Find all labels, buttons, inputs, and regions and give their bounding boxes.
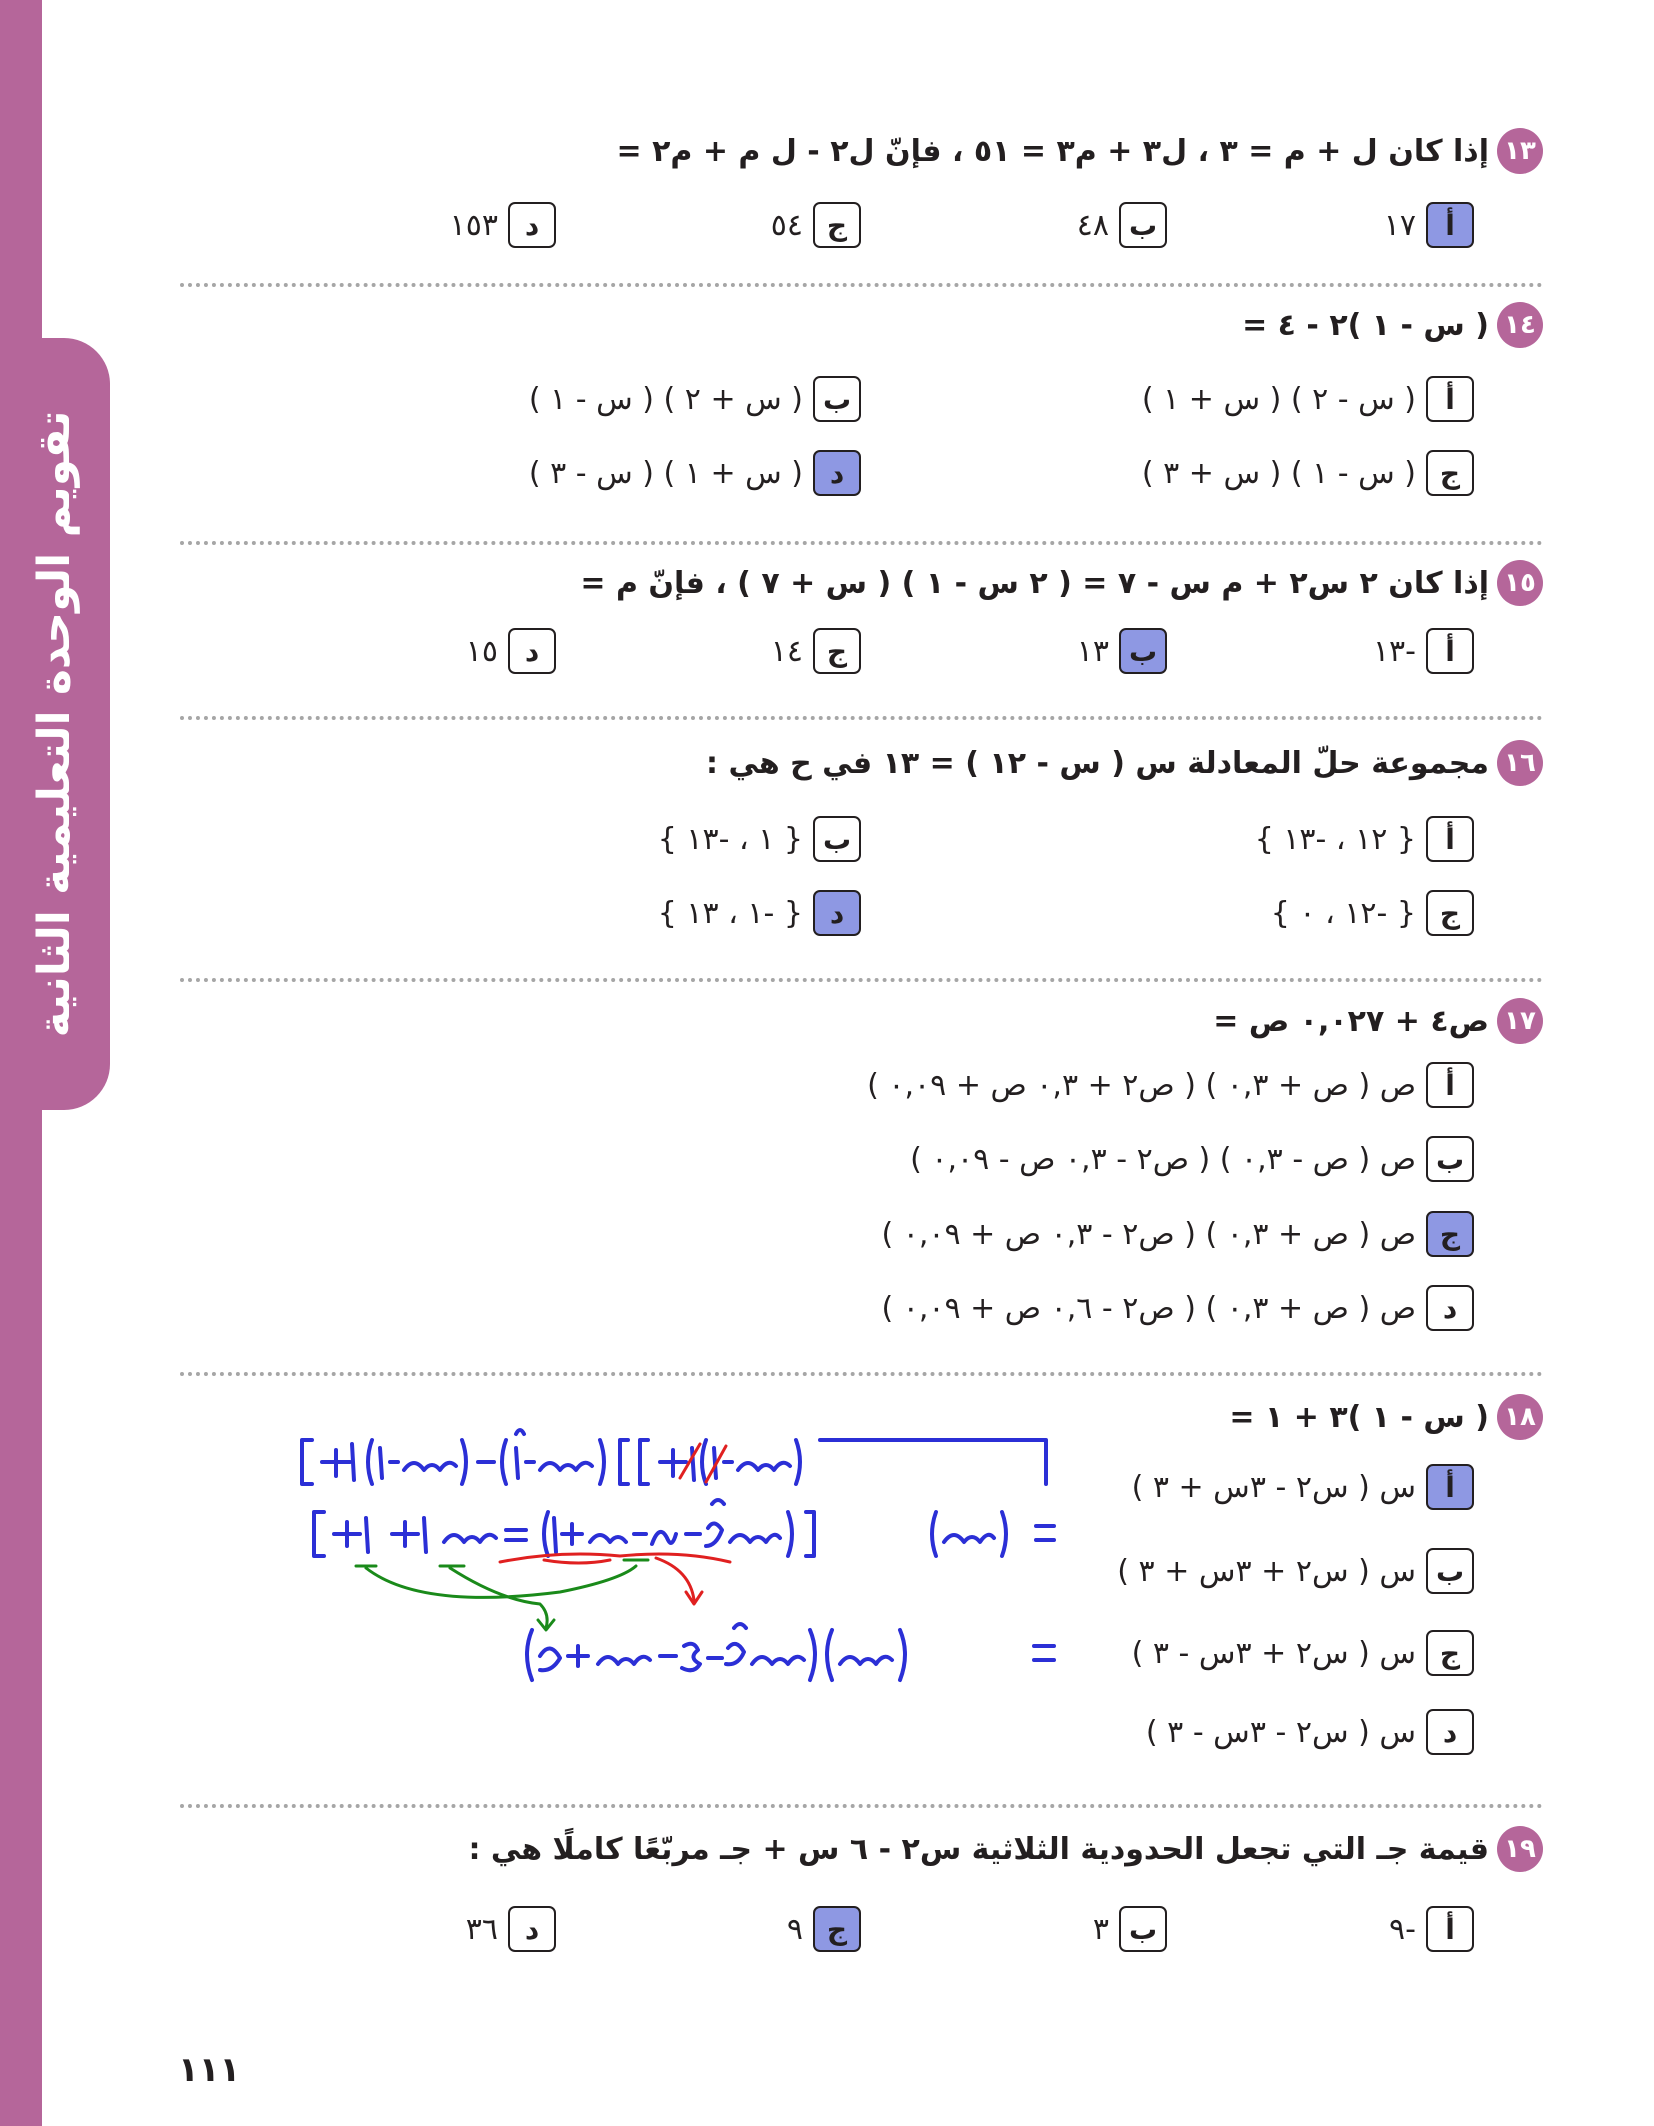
option-value: ( س + ٢ ) ( س - ١ ) xyxy=(528,381,803,417)
option-value: ١٣ xyxy=(1076,633,1109,669)
question-text: ( س - ١ )٣ + ١ = xyxy=(1229,1399,1489,1435)
option-letter[interactable]: أ xyxy=(1426,1906,1474,1952)
option-value: ( س - ١ ) ( س + ٣ ) xyxy=(1141,455,1416,491)
option-value: س ( س٢ + ٣س + ٣ ) xyxy=(1117,1553,1416,1589)
option-value: ١٤ xyxy=(770,633,803,669)
option-value: { -١ ، ١٣ } xyxy=(657,895,803,931)
option-letter[interactable]: د xyxy=(508,202,556,248)
option-letter[interactable]: ج xyxy=(1426,450,1474,496)
option-value: { ١ ، -١٣ } xyxy=(657,821,803,857)
option-value: ٥٤ xyxy=(770,207,803,243)
ink-line-3 xyxy=(527,1624,1054,1680)
option-d[interactable] xyxy=(466,1904,556,1954)
section-title: تقويم الوحدة التعليمية الثانية xyxy=(29,410,80,1038)
option-value: ص ( ص - ٠,٣ ) ( ص٢ - ٠,٣ ص - ٠,٠٩ ) xyxy=(910,1141,1416,1177)
question-number: ١٩ xyxy=(1497,1826,1543,1872)
option-value: { -١٢ ، ٠ } xyxy=(1270,895,1416,931)
option-letter[interactable]: أ xyxy=(1426,628,1474,674)
option-letter[interactable]: د xyxy=(508,1906,556,1952)
question-text: إذا كان ٢ س٢ + م س - ٧ = ( ٢ س - ١ ) ( س + ٧ ) ، فإنّ م = xyxy=(580,565,1489,601)
question-number: ١٨ xyxy=(1497,1394,1543,1440)
option-letter[interactable]: ج xyxy=(1426,890,1474,936)
option-letter[interactable]: د xyxy=(1426,1285,1474,1331)
option-c[interactable] xyxy=(787,1904,861,1954)
option-letter[interactable]: ج xyxy=(813,628,861,674)
option-value: ( س - ٢ ) ( س + ١ ) xyxy=(1141,381,1416,417)
option-value: ١٥ xyxy=(465,633,498,669)
option-value: ١٧ xyxy=(1383,207,1416,243)
option-letter[interactable]: ج xyxy=(1426,1211,1474,1257)
option-letter[interactable]: أ xyxy=(1426,202,1474,248)
question-19 xyxy=(468,1824,1543,1874)
option-a[interactable] xyxy=(1389,1904,1474,1954)
option-letter[interactable]: د xyxy=(1426,1709,1474,1755)
ink-line-1 xyxy=(302,1430,1046,1484)
page-number: ١١١ xyxy=(178,2050,241,2090)
question-number: ١٧ xyxy=(1497,998,1543,1044)
option-letter[interactable]: ج xyxy=(813,1906,861,1952)
ink-arrows-green xyxy=(356,1560,648,1630)
option-letter[interactable]: ب xyxy=(813,376,861,422)
option-letter[interactable]: د xyxy=(813,890,861,936)
option-value: س ( س٢ - ٣س - ٣ ) xyxy=(1145,1714,1416,1750)
option-letter[interactable]: ج xyxy=(813,202,861,248)
option-letter[interactable]: ب xyxy=(813,816,861,862)
option-value: ص ( ص + ٠,٣ ) ( ص٢ + ٠,٣ ص + ٠,٠٩ ) xyxy=(867,1067,1416,1103)
option-letter[interactable]: ب xyxy=(1119,628,1167,674)
option-letter[interactable]: أ xyxy=(1426,1464,1474,1510)
option-letter[interactable]: أ xyxy=(1426,1062,1474,1108)
option-value: ( س + ١ ) ( س - ٣ ) xyxy=(528,455,803,491)
question-number: ١٦ xyxy=(1497,740,1543,786)
option-value: ٣ xyxy=(1092,1911,1109,1947)
option-letter[interactable]: ب xyxy=(1119,202,1167,248)
option-value: ٣٦ xyxy=(465,1911,498,1947)
option-letter[interactable]: ب xyxy=(1119,1906,1167,1952)
option-letter[interactable]: أ xyxy=(1426,376,1474,422)
question-text: قيمة جـ التي تجعل الحدودية الثلاثية س٢ - ٦ س + جـ مربّعًا كاملًا هي : xyxy=(468,1831,1489,1867)
option-value: ص ( ص + ٠,٣ ) ( ص٢ - ٠,٣ ص + ٠,٠٩ ) xyxy=(881,1216,1416,1252)
question-number: ١٤ xyxy=(1497,302,1543,348)
question-text: إذا كان ل + م = ٣ ، ل٣ + م٣ = ٥١ ، فإنّ ل٢ - ل م + م٢ = xyxy=(616,133,1489,169)
question-number: ١٣ xyxy=(1497,128,1543,174)
option-value: ٩ xyxy=(786,1911,803,1947)
option-value: ٤٨ xyxy=(1076,207,1109,243)
option-value: س ( س٢ + ٣س - ٣ ) xyxy=(1131,1635,1416,1671)
option-b[interactable] xyxy=(1093,1904,1167,1954)
option-letter[interactable]: ج xyxy=(1426,1630,1474,1676)
option-value: ١٥٣ xyxy=(449,207,498,243)
question-text: ص٤ + ٠,٠٢٧ ص = xyxy=(1213,1003,1489,1039)
option-letter[interactable]: ب xyxy=(1426,1548,1474,1594)
option-letter[interactable]: د xyxy=(508,628,556,674)
question-text: ( س - ١ )٢ - ٤ = xyxy=(1242,307,1489,343)
option-value: -٩ xyxy=(1389,1911,1416,1947)
option-letter[interactable]: د xyxy=(813,450,861,496)
option-value: س ( س٢ - ٣س + ٣ ) xyxy=(1131,1469,1416,1505)
option-value: -١٣ xyxy=(1372,633,1416,669)
option-value: ص ( ص + ٠,٣ ) ( ص٢ - ٠,٦ ص + ٠,٠٩ ) xyxy=(881,1290,1416,1326)
ink-line-2 xyxy=(314,1500,1054,1556)
option-letter[interactable]: أ xyxy=(1426,816,1474,862)
option-letter[interactable]: ب xyxy=(1426,1136,1474,1182)
option-value: { ١٢ ، -١٣ } xyxy=(1254,821,1416,857)
question-text: مجموعة حلّ المعادلة س ( س - ١٢ ) = ١٣ في ح هي : xyxy=(706,745,1489,781)
ink-arrows-red xyxy=(500,1554,730,1604)
question-number: ١٥ xyxy=(1497,560,1543,606)
